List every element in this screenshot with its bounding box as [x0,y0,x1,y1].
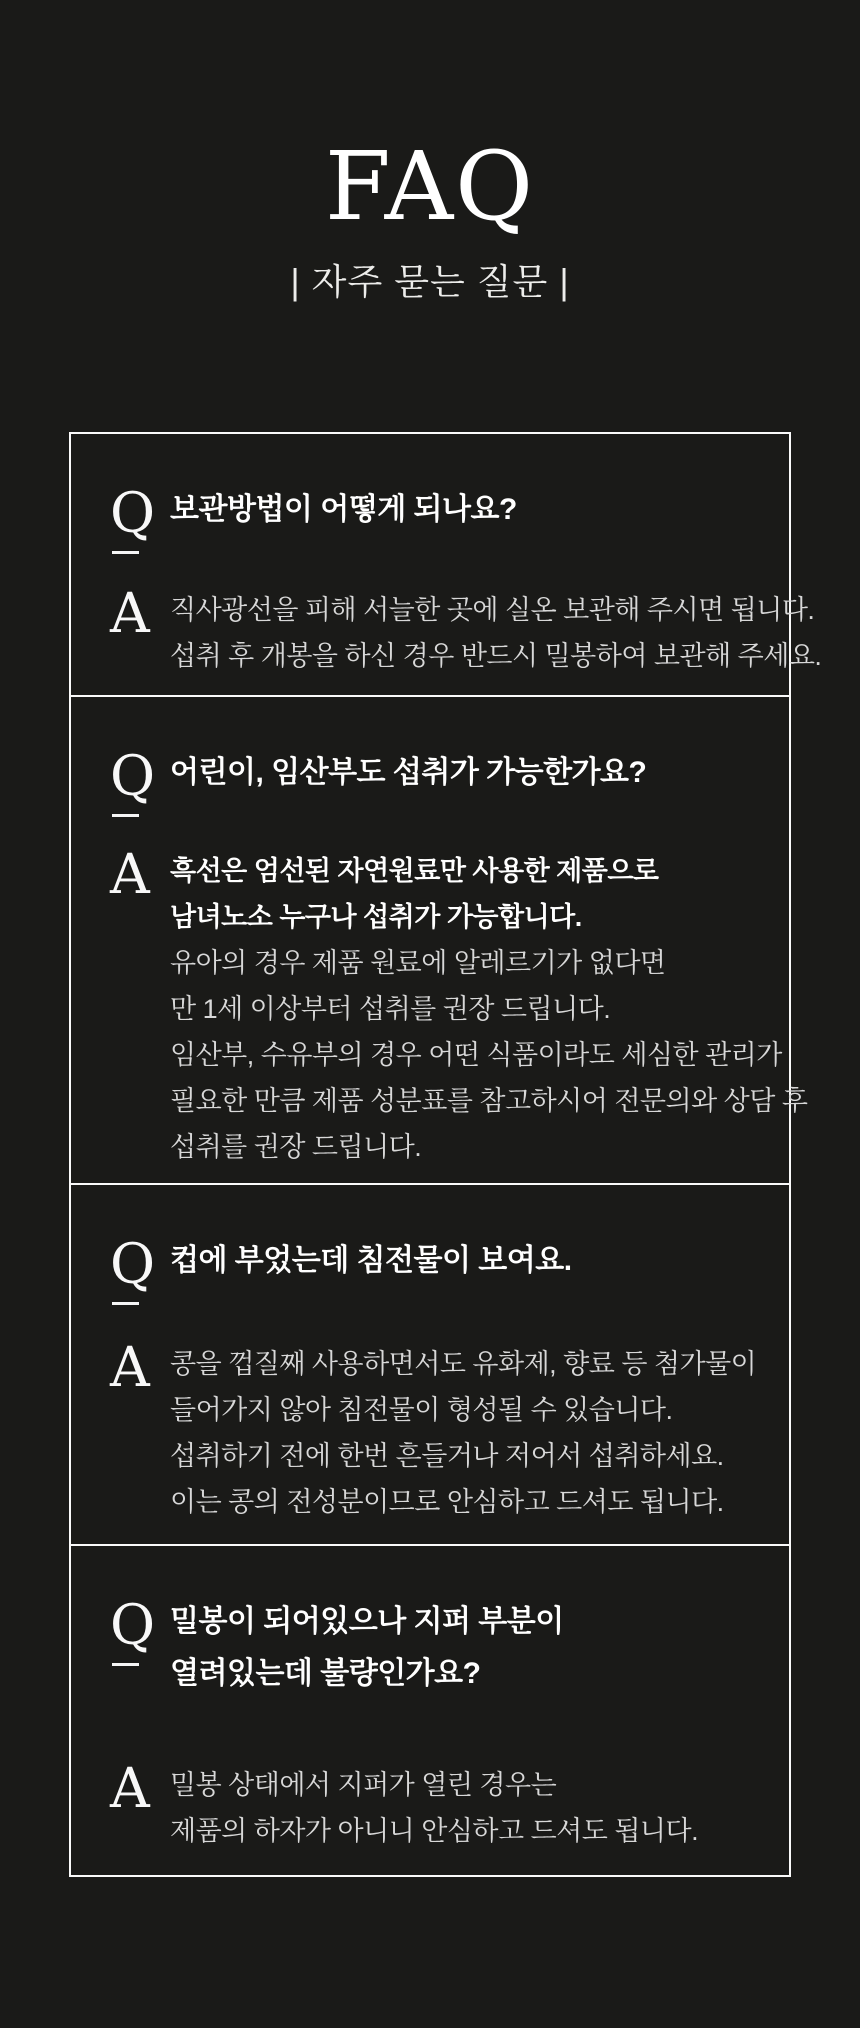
faq-list [69,432,822,1877]
faq-header [0,0,860,305]
faq-answer-text [170,586,821,679]
faq-page-title: FAQ [324,132,536,242]
question-line: 컵에 부었는데 침전물이 보여요. [170,1244,572,1277]
question-line: 어린이, 임산부도 섭취가 가능한가요? [170,756,647,789]
q-letter: Q [110,1593,156,1657]
question-line: 밀봉이 되어있으나 지퍼 부분이 [170,1605,564,1638]
faq-question-text [170,1235,763,1287]
answer-marker-cell [110,581,170,645]
q-a-divider-line [112,1302,139,1305]
q-letter: Q [110,481,156,545]
question-marker-cell [110,1232,170,1305]
faq-item-box-3 [69,1183,791,1546]
answer-line: 섭취하기 전에 한번 흔들거나 저어서 섭취하세요. [170,1441,724,1471]
answer-line: 남녀노소 누구나 섭취가 가능합니다. [170,901,582,932]
answer-line: 이는 콩의 전성분이므로 안심하고 드셔도 됩니다. [170,1487,724,1517]
a-letter: A [110,1335,150,1399]
faq-answer-text [170,847,807,1170]
answer-marker-cell [110,1335,170,1399]
q-a-divider-line [112,551,139,554]
faq-item-box-4 [69,1544,791,1877]
answer-line: 밀봉 상태에서 지퍼가 열린 경우는 [170,1770,557,1800]
question-marker-cell [110,481,170,554]
answer-line: 콩을 껍질째 사용하면서도 유화제, 향료 등 첨가물이 [170,1349,757,1379]
answer-line: 들어가지 않아 침전물이 형성될 수 있습니다. [170,1395,673,1425]
a-letter: A [110,581,150,645]
faq-answer-text [170,1340,763,1525]
a-letter: A [110,1756,150,1820]
faq-item-box-1 [69,432,822,697]
q-letter: Q [110,1232,156,1296]
question-marker-cell [110,744,170,817]
q-a-divider-line [112,1663,139,1666]
question-line: 보관방법이 어떻게 되나요? [170,493,517,526]
faq-question-text [170,484,821,536]
faq-item-box-2 [69,695,808,1185]
question-line: 열려있는데 불량인가요? [170,1657,481,1690]
answer-line: 필요한 만큼 제품 성분표를 참고하시어 전문의와 상담 후 [170,1085,808,1116]
answer-line: 만 1세 이상부터 섭취를 권장 드립니다. [170,993,611,1024]
answer-line: 유아의 경우 제품 원료에 알레르기가 없다면 [170,947,666,978]
answer-line: 임산부, 수유부의 경우 어떤 식품이라도 세심한 관리가 [170,1039,782,1070]
faq-answer-text [170,1761,763,1854]
question-marker-cell [110,1593,170,1666]
answer-line: 섭취 후 개봉을 하신 경우 반드시 밀봉하여 보관해 주세요. [170,641,822,671]
answer-line: 흑선은 엄선된 자연원료만 사용한 제품으로 [170,855,659,886]
answer-line: 직사광선을 피해 서늘한 곳에 실온 보관해 주시면 됩니다. [170,595,815,625]
answer-marker-cell [110,841,170,906]
faq-page-subtitle: | 자주 묻는 질문 | [290,261,570,302]
faq-question-text [170,747,807,799]
a-letter: A [110,841,150,906]
answer-line: 제품의 하자가 아니니 안심하고 드셔도 됩니다. [170,1816,699,1846]
answer-marker-cell [110,1756,170,1820]
q-letter: Q [110,744,156,808]
answer-line: 섭취를 권장 드립니다. [170,1131,422,1162]
faq-question-text [170,1596,763,1700]
q-a-divider-line [112,814,139,817]
